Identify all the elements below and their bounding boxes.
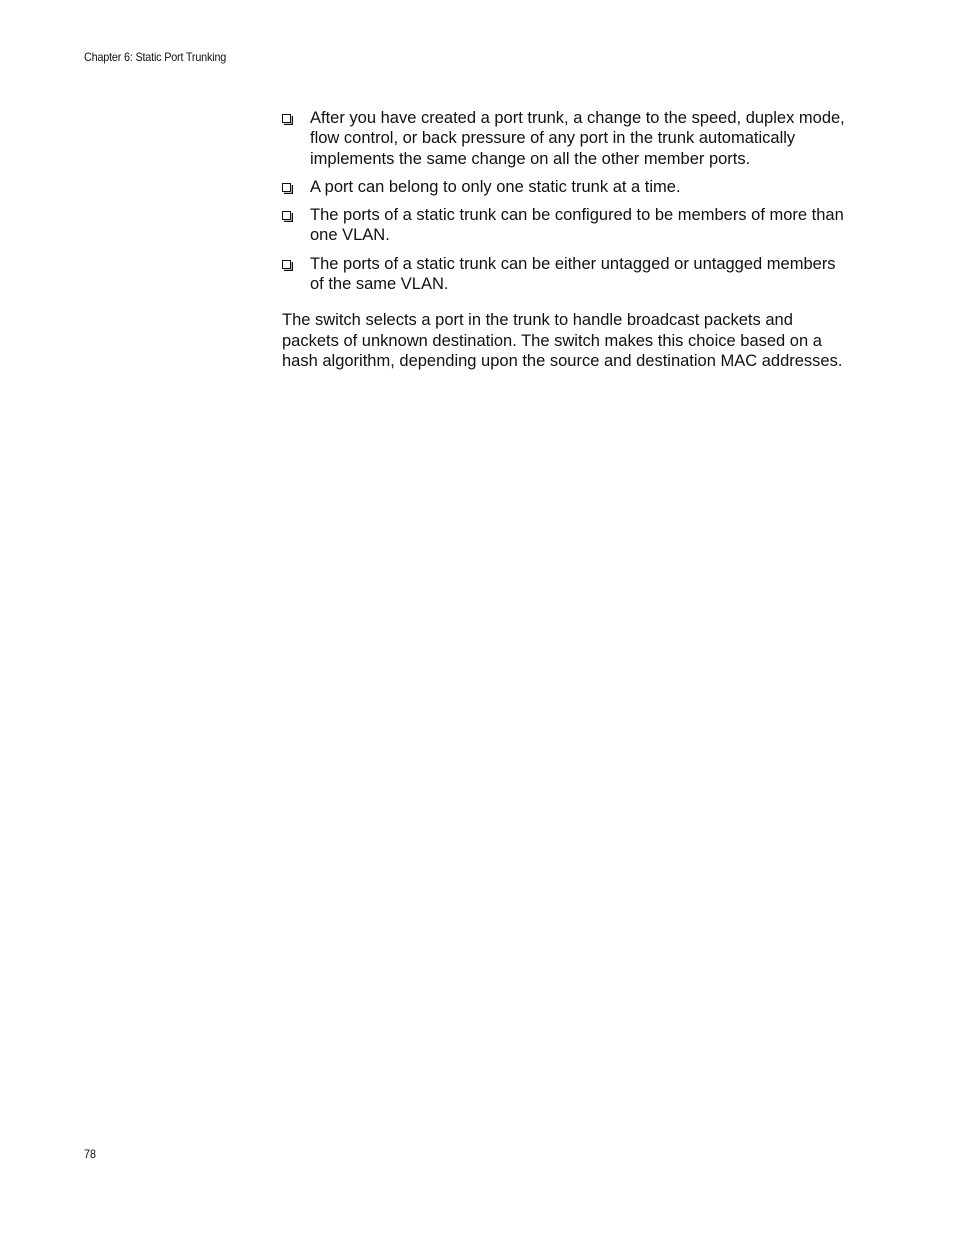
bullet-text: A port can belong to only one static trunk at a time. [310, 177, 681, 196]
bullet-text: After you have created a port trunk, a change to the speed, duplex mode, flow control, or back pressure of any port in the trunk automatically implements the same change on all the other member ports. [310, 109, 845, 168]
box-bullet-icon [282, 260, 293, 271]
box-bullet-icon [282, 183, 293, 194]
bullet-text: The ports of a static trunk can be either untagged or untagged members of the same VLAN. [310, 254, 836, 294]
bullet-text: The ports of a static trunk can be configured to be members of more than one VLAN. [310, 206, 844, 245]
box-bullet-icon [282, 211, 293, 222]
page-number: 78 [84, 1147, 97, 1161]
body-paragraph: The switch selects a port in the trunk to handle broadcast packets and packets of unknown destination. The switch makes this choice based on a hash algorithm, depending upon the source and destination MAC addresses. [282, 311, 843, 370]
list-item [282, 177, 852, 197]
list-item [282, 205, 852, 246]
running-header: Chapter 6: Static Port Trunking [84, 50, 227, 64]
box-bullet-icon [282, 114, 293, 125]
bullet-list [282, 108, 852, 294]
list-item [282, 108, 852, 169]
main-content [282, 108, 852, 371]
list-item [282, 254, 852, 295]
